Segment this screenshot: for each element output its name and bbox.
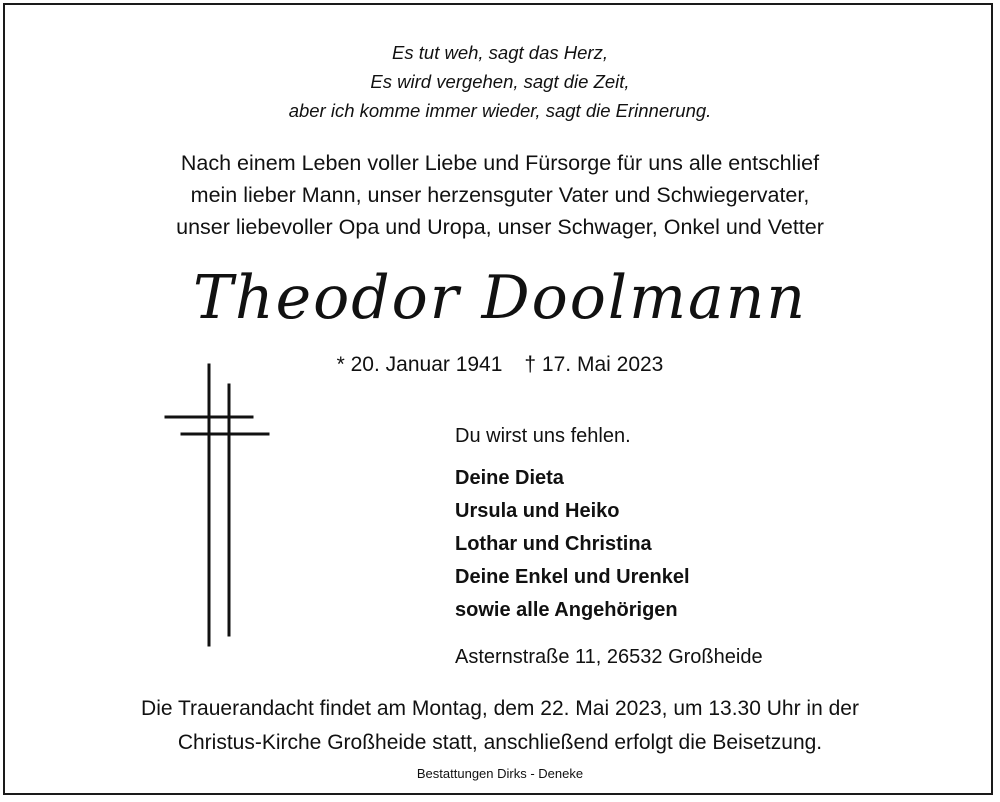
- life-dates: [0, 350, 1000, 380]
- poem-line: aber ich komme immer wieder, sagt die Erinnerung.: [288, 100, 712, 121]
- mourner-name: Deine Enkel und Urenkel: [455, 566, 690, 588]
- undertaker-credit: Bestattungen Dirks - Deneke: [416, 766, 584, 781]
- mourner-name: Ursula und Heiko: [455, 500, 620, 522]
- death-date: † 17. Mai 2023: [524, 353, 664, 376]
- service-announcement: [0, 692, 1000, 760]
- intro-line: unser liebevoller Opa und Uropa, unser Schwager, Onkel und Vetter: [176, 215, 824, 239]
- service-line: Die Trauerandacht findet am Montag, dem 22. Mai 2023, um 13.30 Uhr in der: [141, 697, 859, 720]
- farewell-text: Du wirst uns fehlen.: [455, 425, 631, 447]
- mourners-list: [455, 462, 690, 627]
- mourner-name: Lothar und Christina: [455, 533, 652, 555]
- double-line-cross-icon: [160, 360, 275, 650]
- family-address: Asternstraße 11, 26532 Großheide: [455, 646, 763, 668]
- mourner-name: Deine Dieta: [455, 467, 564, 489]
- deceased-name: Theodor Doolmann: [192, 263, 808, 333]
- poem-line: Es wird vergehen, sagt die Zeit,: [370, 71, 630, 92]
- service-line: Christus-Kirche Großheide statt, anschließend erfolgt die Beisetzung.: [177, 731, 823, 754]
- poem-line: Es tut weh, sagt das Herz,: [392, 42, 608, 63]
- intro-text: [0, 147, 1000, 243]
- memorial-poem: [0, 38, 1000, 125]
- mourner-name: sowie alle Angehörigen: [455, 599, 678, 621]
- intro-line: Nach einem Leben voller Liebe und Fürsorge für uns alle entschlief: [180, 151, 820, 175]
- intro-line: mein lieber Mann, unser herzensguter Vater und Schwiegervater,: [190, 183, 810, 207]
- birth-date: * 20. Januar 1941: [336, 353, 503, 376]
